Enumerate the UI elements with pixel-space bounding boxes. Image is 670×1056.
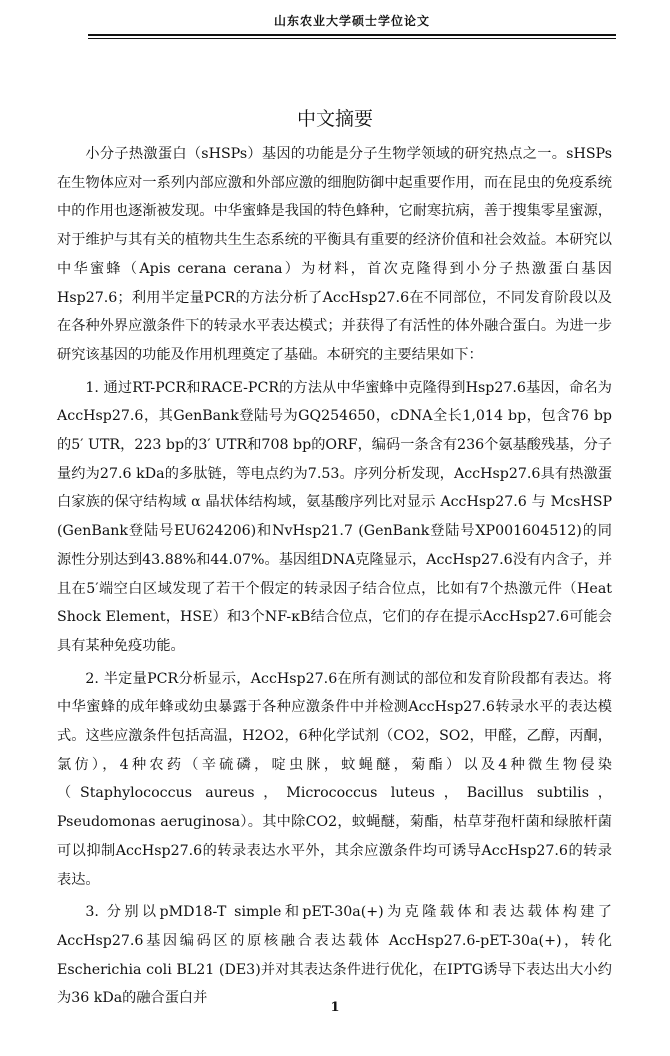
abstract-body [57, 140, 612, 1017]
header-rule-thin [88, 38, 616, 39]
section-title: 中文摘要 [296, 108, 373, 130]
running-header: 山东农业大学硕士学位论文 [273, 14, 430, 28]
paragraph-result-1: 1. 通过RT-PCR和RACE-PCR的方法从中华蜜蜂中克隆得到Hsp27.6基因，命名为AccHsp27.6，其GenBank登陆号为GQ254650，cDNA全长1,014 bp，包含76 bp的5′ UTR，223 bp的3′ UTR和708 bp的ORF，编码一条含有236个氨基酸残基，分子量约为27.6 kDa的多肽链，等电点约为7.53。序列分析发现，AccHsp27.6具有热激蛋白家族的保守结构域 α 晶状体结构域，氨基酸序列比对显示 AccHsp27.6 与 McsHSP (GenBank登陆号EU624206)和NvHsp21.7 (GenBank登陆号XP001604512)的同源性分别达到43.88%和44.07%。基因组DNA克隆显示，AccHsp27.6没有内含子，并且在5′端空白区域发现了若干个假定的转录因子结合位点，比如有7个热激元件（Heat Shock Element，HSE）和3个NF-κB结合位点，它们的存在提示AccHsp27.6可能会具有某种免疫功能。 [57, 379, 613, 654]
paragraph-intro: 小分子热激蛋白（sHSPs）基因的功能是分子生物学领域的研究热点之一。sHSPs在生物体应对一系列内部应激和外部应激的细胞防御中起重要作用，而在昆虫的免疫系统中的作用也逐渐被发现。中华蜜蜂是我国的特色蜂种，它耐寒抗病，善于搜集零星蜜源，对于维护与其有关的植物共生生态系统的平衡具有重要的经济价值和社会效益。本研究以中华蜜蜂（Apis cerana cerana）为材料，首次克隆得到小分子热激蛋白基因Hsp27.6；利用半定量PCR的方法分析了AccHsp27.6在不同部位，不同发育阶段以及在各种外界应激条件下的转录水平表达模式；并获得了有活性的体外融合蛋白。为进一步研究该基因的功能及作用机理奠定了基础。本研究的主要结果如下： [57, 146, 612, 363]
header-rule-thick [88, 34, 616, 36]
paragraph-result-2: 2. 半定量PCR分析显示，AccHsp27.6在所有测试的部位和发育阶段都有表达。将中华蜜蜂的成年蜂或幼虫暴露于各种应激条件中并检测AccHsp27.6转录水平的表达模式。这些应激条件包括高温，H2O2，6种化学试剂（CO2，SO2，甲醛，乙醇，丙酮，氯仿），4种农药（辛硫磷，啶虫脒，蚊蝇醚，菊酯）以及4种微生物侵染（Staphylococcus aureus，Micrococcus luteus，Bacillus subtilis，Pseudomonas aeruginosa）。其中除CO2，蚊蝇醚，菊酯，枯草芽孢杆菌和绿脓杆菌可以抑制AccHsp27.6的转录表达水平外，其余应激条件均可诱导AccHsp27.6的转录表达。 [57, 670, 612, 888]
paragraph-result-3: 3. 分别以pMD18-T simple和pET-30a(+)为克隆载体和表达载体构建了AccHsp27.6基因编码区的原核融合表达载体 AccHsp27.6-pET-30a(+)，转化 Escherichia coli BL21 (DE3)并对其表达条件进行优化，在IPTG诱导下表达出大小约为36 kDa的融合蛋白并 [57, 904, 612, 1007]
page-number: 1 [330, 1000, 340, 1015]
